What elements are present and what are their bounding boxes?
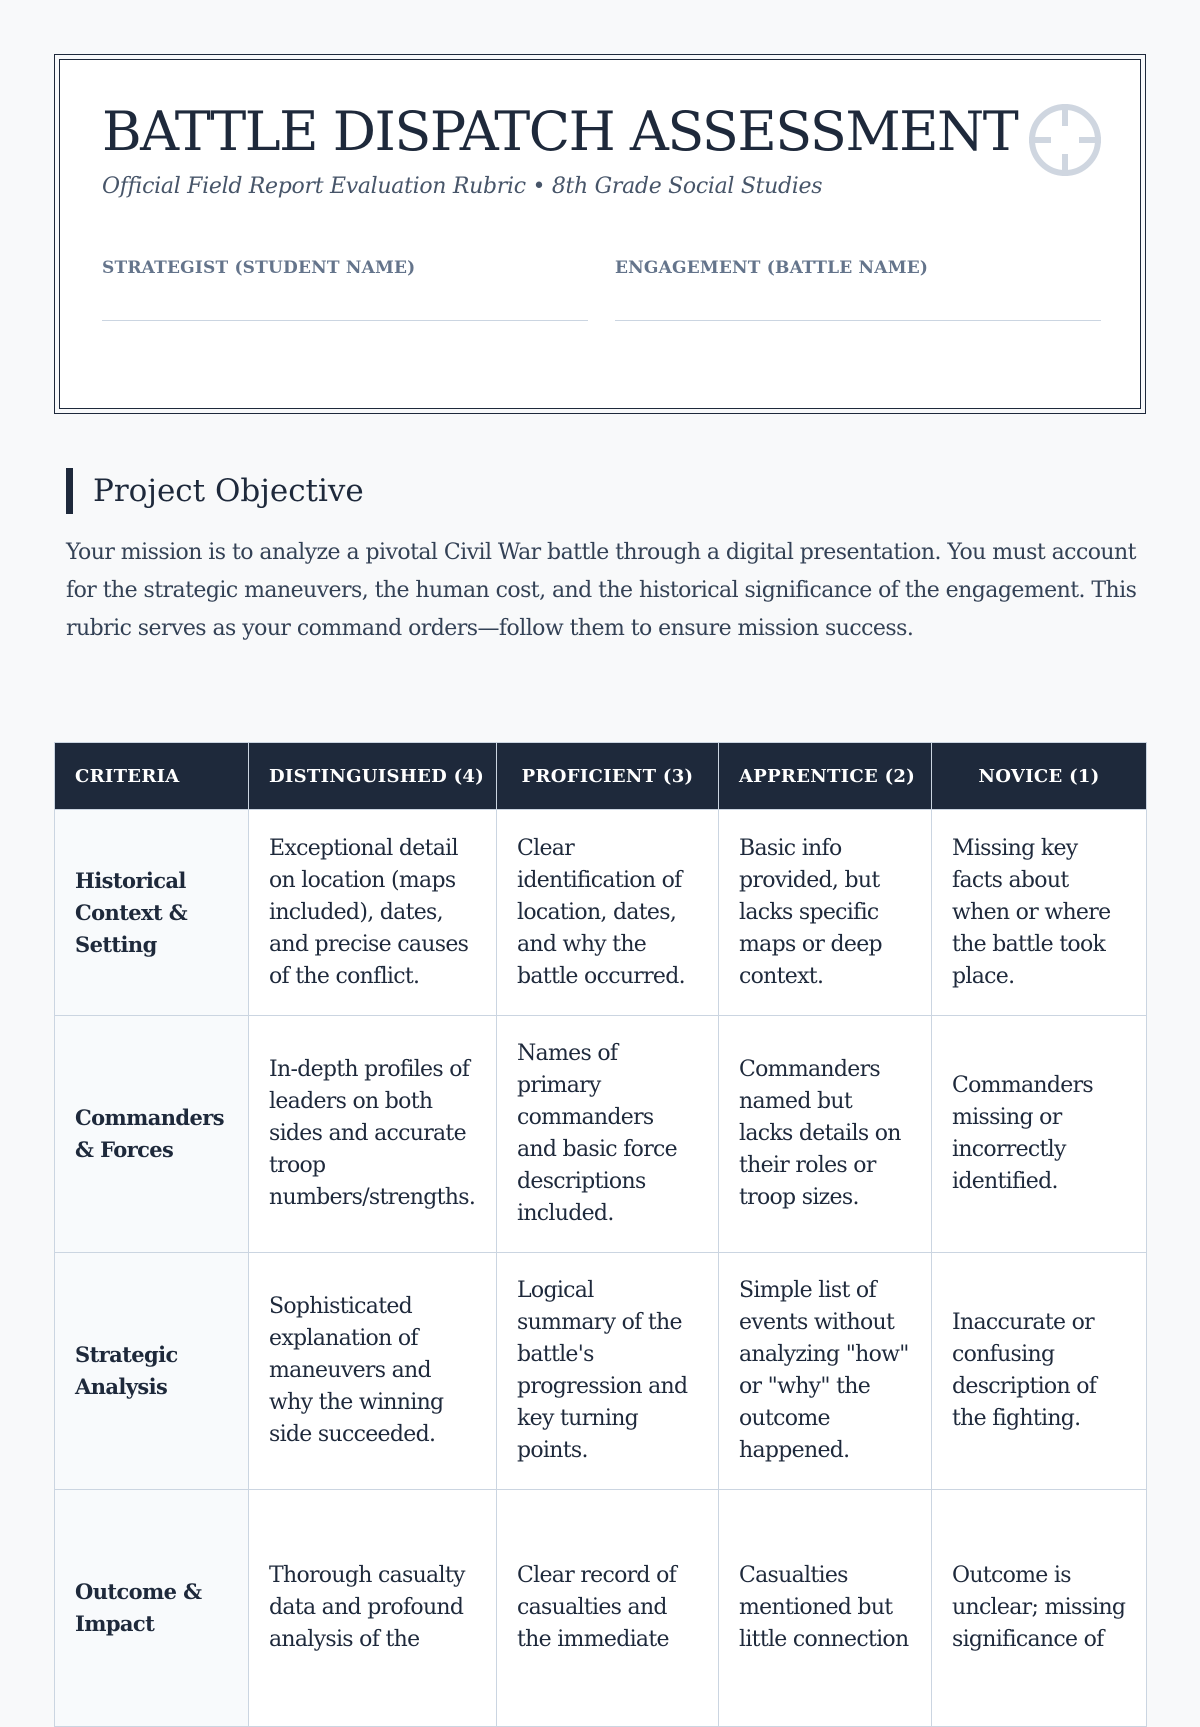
rubric-header-row [55, 743, 1147, 810]
header-proficient: PROFICIENT (3) [497, 743, 719, 810]
objective-paragraph: Your mission is to analyze a pivotal Civil War battle through a digital presentation. You must account for the strategic maneuvers, the human cost, and the historical significance of the engagement. This rubric serves as your command orders—follow them to ensure mission success. [66, 540, 1137, 641]
criteria-cell: Outcome & Impact [55, 1490, 249, 1727]
criteria-cell: Commanders & Forces [55, 1016, 249, 1253]
table-row [55, 1016, 1147, 1253]
header-criteria: CRITERIA [55, 743, 249, 810]
header-inner [59, 59, 1141, 409]
battle-name-line[interactable] [615, 320, 1101, 321]
battle-name-label: ENGAGEMENT (BATTLE NAME) [615, 258, 929, 278]
novice-cell: Missing key facts about when or where the battle took place. [932, 810, 1147, 1016]
crosshair-icon [1025, 100, 1105, 180]
header-distinguished: DISTINGUISHED (4) [249, 743, 497, 810]
student-name-label: STRATEGIST (STUDENT NAME) [102, 258, 416, 278]
student-name-line[interactable] [102, 320, 588, 321]
distinguished-cell: Sophisticated explanation of maneuvers and why the winning side succeeded. [249, 1253, 497, 1490]
header-card [54, 54, 1146, 414]
table-row [55, 1490, 1147, 1727]
distinguished-cell: In-depth profiles of leaders on both sides and accurate troop numbers/strengths. [249, 1016, 497, 1253]
page-subtitle: Official Field Report Evaluation Rubric • 8th Grade Social Studies [102, 174, 823, 199]
criteria-cell: Historical Context & Setting [55, 810, 249, 1016]
novice-cell: Commanders missing or incorrectly identified. [932, 1016, 1147, 1253]
apprentice-cell: Commanders named but lacks details on their roles or troop sizes. [719, 1016, 932, 1253]
proficient-cell: Logical summary of the battle's progression and key turning points. [497, 1253, 719, 1490]
page-title: BATTLE DISPATCH ASSESSMENT [102, 100, 1018, 163]
proficient-cell: Clear identification of location, dates, and why the battle occurred. [497, 810, 719, 1016]
objective-heading: Project Objective [66, 468, 364, 514]
proficient-cell: Names of primary commanders and basic force descriptions included. [497, 1016, 719, 1253]
criteria-cell: Strategic Analysis [55, 1253, 249, 1490]
apprentice-cell: Casualties mentioned but little connection [719, 1490, 932, 1727]
battle-name-field[interactable] [615, 256, 1101, 321]
header-novice: NOVICE (1) [932, 743, 1147, 810]
student-name-field[interactable] [102, 256, 588, 321]
distinguished-cell: Exceptional detail on location (maps included), dates, and precise causes of the conflict. [249, 810, 497, 1016]
proficient-cell: Clear record of casualties and the immediate [497, 1490, 719, 1727]
novice-cell: Outcome is unclear; missing significance of [932, 1490, 1147, 1727]
header-apprentice: APPRENTICE (2) [719, 743, 932, 810]
rubric-table [54, 742, 1147, 1727]
apprentice-cell: Simple list of events without analyzing "how" or "why" the outcome happened. [719, 1253, 932, 1490]
novice-cell: Inaccurate or confusing description of the fighting. [932, 1253, 1147, 1490]
apprentice-cell: Basic info provided, but lacks specific maps or deep context. [719, 810, 932, 1016]
table-row [55, 1253, 1147, 1490]
table-row [55, 810, 1147, 1016]
distinguished-cell: Thorough casualty data and profound analysis of the [249, 1490, 497, 1727]
